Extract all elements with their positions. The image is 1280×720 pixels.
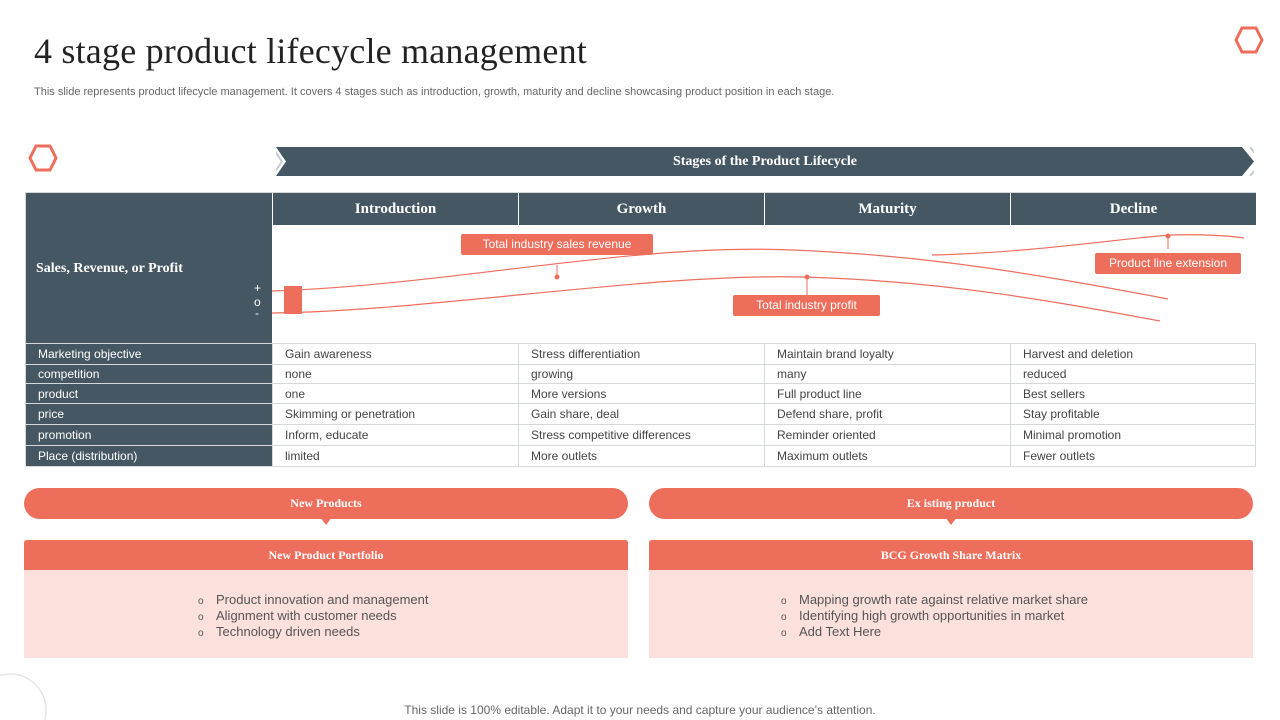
page-subtitle: This slide represents product lifecycle management. It covers 4 stages such as introduction, growth, maturity and decline showcasing product position in each stage. — [34, 86, 835, 98]
lifecycle-table — [25, 192, 1256, 467]
hexagon-outline-icon — [1234, 26, 1264, 54]
table-row: Marketing objective Gain awareness Stress differentiation Maintain brand loyalty Harvest and deletion — [26, 343, 1255, 364]
axis-plus-mark: + — [254, 281, 262, 295]
bullet-icon: o — [198, 628, 204, 639]
banner-label: Stages of the Product Lifecycle — [672, 154, 858, 169]
profit-curve — [272, 277, 1160, 321]
profit-label: Total industry profit — [733, 295, 880, 316]
existing-product-pointer — [945, 517, 957, 525]
list-item: o Product innovation and management — [198, 592, 428, 608]
axis-minus-mark: - — [255, 306, 259, 320]
stage-header-maturity: Maturity — [764, 193, 1010, 225]
existing-product-heading: Ex isting product — [649, 488, 1253, 519]
card-list — [781, 592, 1088, 640]
bullet-icon: o — [781, 612, 787, 623]
bullet-icon: o — [198, 596, 204, 607]
new-product-portfolio-card — [24, 540, 628, 658]
table-row: promotion Inform, educate Stress competitive differences Reminder oriented Minimal promotion — [26, 424, 1255, 445]
stages-banner — [276, 147, 1254, 176]
stage-header-growth: Growth — [518, 193, 764, 225]
sales-revenue-profit-label: Sales, Revenue, or Profit — [26, 193, 272, 343]
list-item: o Mapping growth rate against relative market share — [781, 592, 1088, 608]
list-item: o Alignment with customer needs — [198, 608, 428, 624]
hexagon-outline-icon — [28, 144, 58, 172]
card-title: New Product Portfolio — [24, 540, 628, 570]
list-item: o Identifying high growth opportunities in market — [781, 608, 1088, 624]
list-item: o Add Text Here — [781, 624, 1088, 640]
page-title: 4 stage product lifecycle management — [34, 31, 587, 71]
footer-note: This slide is 100% editable. Adapt it to your needs and capture your audience’s attention. — [404, 703, 876, 717]
new-products-pointer — [320, 517, 332, 525]
table-row: Place (distribution) limited More outlets Maximum outlets Fewer outlets — [26, 445, 1255, 466]
extension-curve — [932, 235, 1244, 255]
extension-label: Product line extension — [1095, 253, 1241, 274]
stage-header-decline: Decline — [1010, 193, 1256, 225]
sales-revenue-curve — [272, 249, 1168, 299]
bullet-icon: o — [781, 628, 787, 639]
bullet-icon: o — [781, 596, 787, 607]
card-list — [198, 592, 428, 640]
table-row: price Skimming or penetration Gain share, deal Defend share, profit Stay profitable — [26, 403, 1255, 424]
card-title: BCG Growth Share Matrix — [649, 540, 1253, 570]
new-products-heading: New Products — [24, 488, 628, 519]
bcg-growth-share-matrix-card — [649, 540, 1253, 658]
axis-zero-mark: o — [254, 295, 261, 309]
stage-header-introduction: Introduction — [272, 193, 518, 225]
table-row: competition none growing many reduced — [26, 364, 1255, 383]
table-row: product one More versions Full product line Best sellers — [26, 383, 1255, 403]
bullet-icon: o — [198, 612, 204, 623]
list-item: o Technology driven needs — [198, 624, 428, 640]
sales-revenue-label: Total industry sales revenue — [461, 234, 653, 255]
lifecycle-curves-area — [272, 225, 1256, 343]
lifecycle-curves — [272, 225, 1256, 343]
